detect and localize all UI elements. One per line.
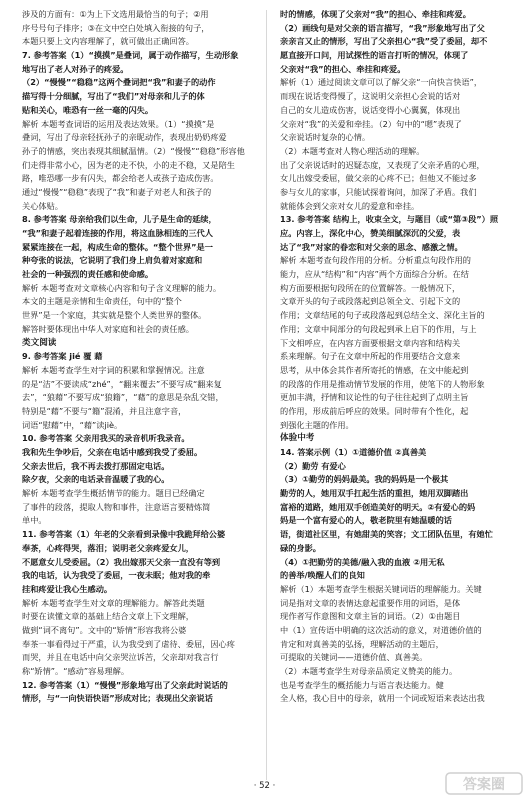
text-line: 父亲去世后，我不再去拨打那固定电话。 xyxy=(22,460,170,471)
text-line: 的是“洁”不要读成“zhé”，“翻来覆去”不要写成“翻来复 xyxy=(22,378,222,389)
text-line: 解析 本题考查句段作用的分析。分析重点句段作用的 xyxy=(280,255,471,266)
page-number: · 52 · xyxy=(253,781,276,791)
text-line: 就能体会到父亲对女儿的爱意和牵挂。 xyxy=(280,200,420,211)
text-line: 自己的女儿造成伤害，说话变得小心翼翼，体现出 xyxy=(280,104,461,115)
text-line: 关心体贴。 xyxy=(22,200,63,211)
text-line: 11. 参考答案（1）年老的父亲看到录像中我跪拜给公婆 xyxy=(22,529,226,540)
text-line: 通过“慢慢”“稳稳”表现了“我”和妻子对老人和孩子的 xyxy=(22,186,212,197)
text-line: 解析 本题考查对文章核心内容和句子含义理解的能力。 xyxy=(22,282,222,293)
text-line: 解析 本题考查学生概括情节的能力。题目已经确定 xyxy=(22,488,205,499)
text-line: 勤劳的人，她用双手扛起生活的重担，她用双脚踏出 xyxy=(280,488,469,499)
text-line: 特别是“藉”不要与“籍”混淆，并且注意字音， xyxy=(22,405,187,416)
text-line: “我”和妻子起着连接的作用，将这血脉相连的三代人 xyxy=(22,228,213,238)
text-line: 而哭，并且在电话中向父亲哭泣诉苦，父亲却对我言行 xyxy=(22,652,219,663)
text-line: 本文的主题是亲情和生命责任，句中的“整个 xyxy=(22,296,182,307)
text-line: 序号号句子排序；③在文中空白处填入衔接的句子， xyxy=(22,22,210,33)
text-line: 的作用，形成前后呼应的效果。同时带有个性化，起 xyxy=(280,405,469,416)
text-line: 孙子的情感，突出表现其细腻温情。（2）“慢慢”“稳稳”形容他 xyxy=(22,145,245,156)
text-line: 14. 答案示例（1）①道德价值 ②真善美 xyxy=(280,447,427,457)
text-line: （2）本题考查对人物心理活动的理解。 xyxy=(280,145,425,156)
watermark-logo xyxy=(445,770,523,796)
text-line: 可提取的关键词——道德价值、真善美。 xyxy=(280,652,428,663)
text-line: 解析（1）本题考查学生根据关键词语的理解能力。关键 xyxy=(280,583,482,594)
right-text-column xyxy=(280,8,522,706)
text-line: 12. 参考答案（1）“慢慢”形象地写出了父亲此时说话的 xyxy=(22,679,228,690)
text-line: 解析 本题考查词语的运用及表达效果。（1）“摸摸”是 xyxy=(22,118,215,129)
text-line: 作用；文章结尾的句子或段落起到总结全文、深化主旨的 xyxy=(280,310,485,321)
text-line: 类文阅读 xyxy=(22,337,57,348)
text-line: 时的情感，体现了父亲对“我”的担心、牵挂和疼爱。 xyxy=(280,9,471,19)
text-line: 妈是一个富有爱心的人，敬老院里有她温暖的话 xyxy=(280,515,452,526)
text-line: 不愿意女儿受委屈。（2）我出嫁那天父亲一直没有等到 xyxy=(22,556,221,567)
text-line: 路，唯恐哪一步有闪失，都会给老人或孩子造成伤害。 xyxy=(22,173,219,184)
text-line: （3）①勤劳的妈妈最美。我的妈妈是一个极其 xyxy=(280,474,449,485)
text-line: 单中。 xyxy=(22,515,47,526)
text-line: 系来理解。句子在文章中所起的作用要结合文意来 xyxy=(280,351,461,362)
text-line: 世界”是一个家庭，其实就是整个人类世界的整体。 xyxy=(22,310,207,321)
text-line: 解析 本题考查学生对字词的积累和掌握情况。注意 xyxy=(22,364,205,375)
text-line: 紧紧连接在一起，构成生命的整体。“整个世界”是一 xyxy=(22,241,213,252)
text-line: 父亲对“我”的关爱和牵挂。（2）句中的“嗯”表现了 xyxy=(280,118,462,129)
text-line: 去”，“狼藉”不要写成“狼籍”，“藉”的意思是杂乱交错， xyxy=(22,392,224,403)
text-line: 出了父亲说话时的迟疑态度，又表现了父亲矛盾的心理， xyxy=(280,159,485,170)
text-line: 更加丰满，抒情和议论性的句子往往起到了点明主旨 xyxy=(280,392,469,403)
text-line: 的善举/唤醒人们的良知 xyxy=(280,570,365,581)
text-line: 亲亲言又止的情形，写出了父亲担心“我”受了委屈，却不 xyxy=(280,36,488,47)
text-line: 也是考查学生的概括能力与语言表达能力。健 xyxy=(280,679,444,690)
text-line: 社会的一种强烈的责任感和使命感。 xyxy=(22,269,154,280)
text-line: 体验中考 xyxy=(280,433,315,444)
text-line: 除夕夜，父亲的电话录音温暖了我的心。 xyxy=(22,474,170,485)
text-line: 称“矫情”。“感动”容易理解。 xyxy=(22,666,130,676)
text-line: 奉茶一事看得过于严重，认为我受到了虐待、委屈，因心疼 xyxy=(22,638,235,649)
text-line: 贴和关心，唯恐有一丝一毫的闪失。 xyxy=(22,104,154,115)
text-line: 8. 参考答案 母亲给我们以生命，儿子是生命的延续， xyxy=(22,214,217,225)
text-line: （2）“慢慢”“稳稳”这两个叠词把“我”和妻子的动作 xyxy=(22,77,216,88)
text-line: 而现在说话变得慢了，这说明父亲担心会说的话对 xyxy=(280,91,461,102)
text-line: 思考，从中体会其作者所寄托的情感，在文中能起到 xyxy=(280,364,469,375)
text-line: 父亲对“我”的担心、牵挂和疼爱。 xyxy=(280,63,406,74)
text-line: 解析 本题考查学生对文章的理解能力。解答此类题 xyxy=(22,597,205,608)
text-line: 全人格，我心目中的母亲，就用一个词或短语来表达出我 xyxy=(280,693,485,704)
text-line: 的段落的作用是推动情节发展的作用，使笔下的人物形象 xyxy=(280,378,485,389)
text-line: 参与女儿的家事，只能试探着询问，加深了矛盾。我们 xyxy=(280,186,477,197)
text-line: （4）①把勤劳的美德/融入我的血液 ②用无私 xyxy=(280,556,445,567)
text-line: 肯定和对真善美的弘扬，理解活动的主题后， xyxy=(280,638,444,649)
text-line: 解析（1）通过阅读文章可以了解父亲“一向快言快语”， xyxy=(280,77,483,88)
text-line: 女儿出嫁受委屈，做父亲的心疼不已；但他又不能过多 xyxy=(280,173,477,184)
text-line: 词语“慰藉”中，“藉”读jiè。 xyxy=(22,419,123,430)
text-line: 词是指对文章的表情达意起重要作用的词语，是体 xyxy=(280,597,461,608)
text-line: 作用；文章中间部分的句段起到承上启下的作用，与上 xyxy=(280,323,477,334)
column-divider xyxy=(266,10,267,780)
text-line: 中（1）宣传语中明确的这次活动的意义，对道德价值的 xyxy=(280,624,482,635)
text-line: 奉茶，心疼得哭，落泪；说明老父亲疼爱女儿， xyxy=(22,542,194,553)
left-text-column xyxy=(22,8,264,706)
text-line: 愿直接开口问，用试探性的语言打听的情况，体现了 xyxy=(280,50,469,61)
text-line: 语，街道社区里，有她甜美的笑容；文工团队伍里，有她忙 xyxy=(280,529,493,540)
text-line: 7. 参考答案（1）“摸摸”是叠词，属于动作描写，生动形象 xyxy=(22,50,239,61)
text-line: 现作者写作意图和文章主旨的词语。（2）①由题目 xyxy=(280,611,461,622)
text-line: 叠词，写出了母亲轻抚孙子的亲昵动作，表现出奶奶疼爱 xyxy=(22,132,227,143)
text-line: 下文相呼应，在内容方面要根据文章内容和结构关 xyxy=(280,337,461,348)
text-line: 我的电话，认为我受了委屈，一夜未眠；他对我的牵 xyxy=(22,570,211,581)
text-line: 应。内容上，深化中心，赞美细腻深沉的父爱，表 xyxy=(280,228,461,238)
text-line: 种夸张的说法，它说明了我们身上肩负着对家庭和 xyxy=(22,255,203,266)
text-line: 了事件的段落，提取人物和事件，注意语言要精炼简 xyxy=(22,501,211,512)
text-line: 碌的身影。 xyxy=(280,542,321,553)
text-line: 10. 参考答案 父亲用我买的录音机听我录音。 xyxy=(22,433,190,444)
text-line: 挂和疼爱让我心生感动。 xyxy=(22,583,113,594)
text-line: 到强化主题的作用。 xyxy=(280,419,354,430)
text-line: 能力，应从“结构”和“内容”两个方面综合分析。在结 xyxy=(280,269,469,280)
text-line: 地写出了老人对孙子的疼爱。 xyxy=(22,63,129,74)
watermark-text: 答案圈 xyxy=(463,777,505,793)
text-line: 时要在读懂文章的基础上结合文章上下文理解， xyxy=(22,611,194,622)
text-line: 富裕的道路，她用双手创造美好的明天。②有爱心的妈 xyxy=(280,501,476,512)
text-line: 构方面要根据句段所在的位置解答。一般情况下， xyxy=(280,282,461,293)
text-line: （2）勤劳 有爱心 xyxy=(280,460,346,471)
text-line: 文章开头的句子或段落起到总领全文、引起下文的 xyxy=(280,296,461,307)
text-line: 情形，与“一向快语快语”形成对比；表现出父亲说话 xyxy=(22,693,213,704)
text-line: 涉及的方面有：①为上下文选用最恰当的句子；②用 xyxy=(22,9,209,19)
text-line: 我和先生争吵后，父亲在电话中感到我受了委屈。 xyxy=(22,447,203,457)
text-line: （2）画线句是对父亲的语言描写，“我”形象地写出了父 xyxy=(280,22,485,33)
text-line: 做到“词不离句”。文中的“矫情”形容我将公婆 xyxy=(22,624,187,635)
text-line: 解答时要体现出中华人对家庭和社会的责任感。 xyxy=(22,323,194,334)
text-line: 达了“我”对家的眷恋和对父亲的思念、感激之情。 xyxy=(280,241,463,252)
text-line: 本题只要上文内容理解了，就可做出正确回答。 xyxy=(22,36,194,47)
text-line: （2）本题考查学生对母亲品质定义赞美的能力。 xyxy=(280,666,458,676)
text-line: 父亲说话时复杂的心情。 xyxy=(280,132,371,143)
text-line: 们走得非常小心，因为老的走不快，小的走不稳，又是陪生 xyxy=(22,159,235,170)
text-line: 描写得十分细腻，写出了“我们”对母亲和儿子的体 xyxy=(22,91,205,102)
text-line: 13. 参考答案 结构上，收束全文，与题目（或“第③段”）照 xyxy=(280,214,499,225)
text-line: 9. 参考答案 jié 覆 藉 xyxy=(22,351,103,362)
